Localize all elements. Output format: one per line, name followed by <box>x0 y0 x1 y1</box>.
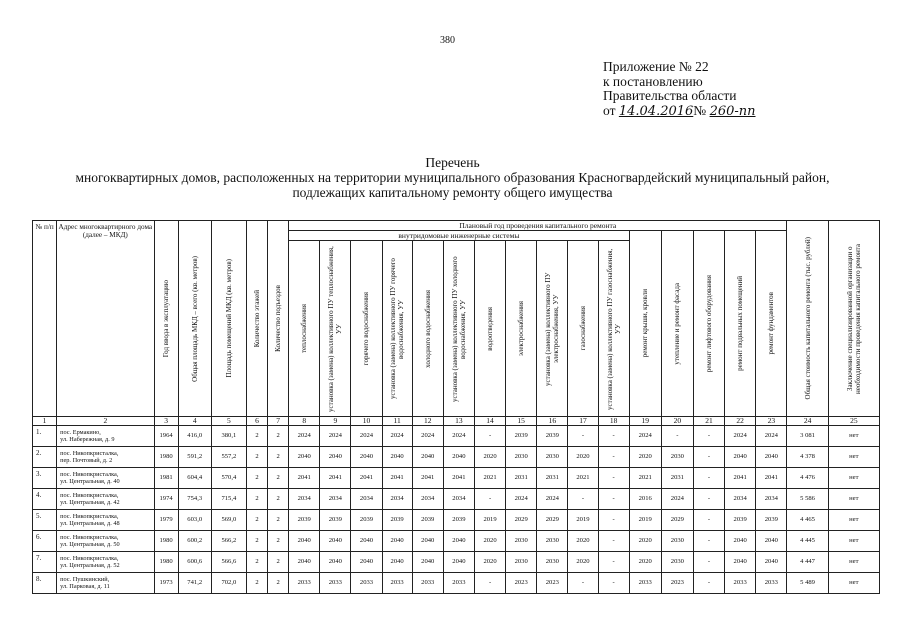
plan-year-cell: - <box>598 552 629 573</box>
address-line-1: пос. Никопкристалка, <box>60 471 119 478</box>
floors: 2 <box>246 573 267 594</box>
appendix-date-prefix: от <box>603 102 616 118</box>
plan-year-cell: 2040 <box>382 552 412 573</box>
entrances: 2 <box>268 552 289 573</box>
plan-year-cell: 2024 <box>320 426 351 447</box>
premises-area: 715,4 <box>211 489 246 510</box>
plan-year-cell: 2033 <box>756 573 787 594</box>
plan-year-cell: 2034 <box>351 489 382 510</box>
header-year-built: Год ввода в эксплуатацию <box>154 221 178 417</box>
header-roof: ремонт крыши, кровли <box>629 231 661 417</box>
entrances: 2 <box>268 447 289 468</box>
header-foundation: ремонт фундаментов <box>756 231 787 417</box>
plan-year-cell: 2041 <box>725 468 756 489</box>
col-num: 10 <box>351 417 382 426</box>
plan-year-cell: 2033 <box>443 573 474 594</box>
plan-year-cell: 2040 <box>725 447 756 468</box>
total-cost: 4 476 <box>787 468 828 489</box>
address-line-2: ул. Центральная, д. 48 <box>60 520 120 527</box>
entrances: 2 <box>268 426 289 447</box>
plan-year-cell: 2040 <box>382 447 412 468</box>
conclusion: нет <box>828 447 879 468</box>
col-num: 24 <box>787 417 828 426</box>
plan-year-cell: - <box>598 531 629 552</box>
col-num: 22 <box>725 417 756 426</box>
plan-year-cell: - <box>568 573 598 594</box>
plan-year-cell: 2034 <box>756 489 787 510</box>
entrances: 2 <box>268 489 289 510</box>
year-built: 1980 <box>154 531 178 552</box>
plan-year-cell: - <box>598 468 629 489</box>
plan-year-cell: 2041 <box>289 468 320 489</box>
header-eng-cold-water: холодного водоснабжения <box>412 241 443 417</box>
plan-year-cell: 2039 <box>756 510 787 531</box>
plan-year-cell: 2039 <box>289 510 320 531</box>
conclusion: нет <box>828 468 879 489</box>
row-address <box>57 573 154 594</box>
plan-year-cell: 2040 <box>351 531 382 552</box>
header-total-cost: Общая стоимость капитального ремонта (тыс. рублей) <box>787 221 828 417</box>
plan-year-cell: 2040 <box>351 552 382 573</box>
title-line-2: многоквартирных домов, расположенных на территории муниципального образования Красногвардейский муниципальный район, <box>75 170 830 185</box>
plan-year-cell: 2030 <box>506 552 537 573</box>
address-line-1: пос. Никопкристалка, <box>60 555 119 562</box>
col-num: 19 <box>629 417 661 426</box>
plan-year-cell: 2039 <box>382 510 412 531</box>
plan-year-cell: 2040 <box>382 531 412 552</box>
plan-year-cell: 2040 <box>412 531 443 552</box>
plan-year-cell: - <box>598 489 629 510</box>
column-number-row <box>33 417 880 426</box>
plan-year-cell: 2030 <box>506 447 537 468</box>
plan-year-cell: 2041 <box>756 468 787 489</box>
col-num: 23 <box>756 417 787 426</box>
header-num: № п/п <box>33 221 57 417</box>
plan-year-cell: - <box>598 510 629 531</box>
conclusion: нет <box>828 573 879 594</box>
entrances: 2 <box>268 510 289 531</box>
plan-year-cell: 2041 <box>320 468 351 489</box>
header-facade: утепление и ремонт фасада <box>661 231 693 417</box>
plan-year-cell: 2020 <box>474 552 505 573</box>
plan-year-cell: - <box>693 468 724 489</box>
row-number: 6. <box>33 531 57 552</box>
document-title <box>0 155 905 200</box>
plan-year-cell: 2034 <box>382 489 412 510</box>
header-engineering: внутридомовые инженерные системы <box>289 231 630 241</box>
address-line-2: ул. Центральная, д. 50 <box>60 541 120 548</box>
total-cost: 5 586 <box>787 489 828 510</box>
plan-year-cell: 2024 <box>351 426 382 447</box>
plan-year-cell: 2040 <box>320 552 351 573</box>
table-row <box>33 531 880 552</box>
plan-year-cell: 2039 <box>443 510 474 531</box>
col-num: 4 <box>178 417 211 426</box>
plan-year-cell: - <box>693 447 724 468</box>
header-eng-electricity: электроснабжения <box>506 241 537 417</box>
header-elevator: ремонт лифтового оборудования <box>693 231 724 417</box>
total-cost: 4 445 <box>787 531 828 552</box>
row-address <box>57 552 154 573</box>
entrances: 2 <box>268 573 289 594</box>
plan-year-cell: 2021 <box>568 468 598 489</box>
total-area: 754,3 <box>178 489 211 510</box>
plan-year-cell: 2034 <box>320 489 351 510</box>
plan-year-cell: 2030 <box>537 447 568 468</box>
col-num: 15 <box>506 417 537 426</box>
header-eng-electricity-meter: установка (замена) коллективного ПУ электроснабжения, УУ <box>537 241 568 417</box>
plan-year-cell: 2033 <box>725 573 756 594</box>
year-built: 1981 <box>154 468 178 489</box>
entrances: 2 <box>268 468 289 489</box>
table-row <box>33 426 880 447</box>
premises-area: 569,0 <box>211 510 246 531</box>
floors: 2 <box>246 447 267 468</box>
total-cost: 4 378 <box>787 447 828 468</box>
plan-year-cell: 2040 <box>289 531 320 552</box>
plan-year-cell: 2030 <box>661 447 693 468</box>
plan-year-cell: - <box>693 552 724 573</box>
plan-year-cell: 2029 <box>506 510 537 531</box>
header-premises-area: Площадь помещений МКД (кв. метров) <box>211 221 246 417</box>
col-num: 25 <box>828 417 879 426</box>
table-row <box>33 447 880 468</box>
conclusion: нет <box>828 426 879 447</box>
total-cost: 4 465 <box>787 510 828 531</box>
plan-year-cell: 2024 <box>725 426 756 447</box>
row-address <box>57 489 154 510</box>
plan-year-cell: 2020 <box>474 447 505 468</box>
buildings-table <box>32 220 880 594</box>
floors: 2 <box>246 552 267 573</box>
plan-year-cell: 2024 <box>443 426 474 447</box>
plan-year-cell: 2033 <box>382 573 412 594</box>
plan-year-cell: 2034 <box>725 489 756 510</box>
col-num: 20 <box>661 417 693 426</box>
plan-year-cell: 2039 <box>320 510 351 531</box>
appendix-block <box>603 60 756 119</box>
row-address <box>57 531 154 552</box>
premises-area: 566,2 <box>211 531 246 552</box>
premises-area: 566,6 <box>211 552 246 573</box>
address-line-1: пос. Ермакино, <box>60 429 101 436</box>
row-address <box>57 447 154 468</box>
appendix-line-3: Правительства области <box>603 88 737 103</box>
plan-year-cell: 2020 <box>629 552 661 573</box>
plan-year-cell: 2041 <box>443 468 474 489</box>
entrances: 2 <box>268 531 289 552</box>
plan-year-cell: 2040 <box>725 531 756 552</box>
conclusion: нет <box>828 552 879 573</box>
plan-year-cell: 2024 <box>382 426 412 447</box>
plan-year-cell: 2039 <box>412 510 443 531</box>
title-line-3: подлежащих капитальному ремонту общего имущества <box>292 185 613 200</box>
col-num: 21 <box>693 417 724 426</box>
plan-year-cell: 2040 <box>756 552 787 573</box>
header-eng-gas-meter: установка (замена) коллективного ПУ газоснабжения, УУ <box>598 241 629 417</box>
plan-year-cell: 2029 <box>661 510 693 531</box>
plan-year-cell: - <box>598 447 629 468</box>
table-row <box>33 489 880 510</box>
plan-year-cell: 2033 <box>412 573 443 594</box>
col-num: 1 <box>33 417 57 426</box>
plan-year-cell: 2030 <box>661 552 693 573</box>
address-line-1: пос. Никопкристалка, <box>60 513 119 520</box>
row-number: 4. <box>33 489 57 510</box>
plan-year-cell: 2041 <box>382 468 412 489</box>
plan-year-cell: 2024 <box>412 426 443 447</box>
col-num: 7 <box>268 417 289 426</box>
address-line-2: пер. Почтовый, д. 2 <box>60 457 113 464</box>
plan-year-cell: 2034 <box>412 489 443 510</box>
floors: 2 <box>246 426 267 447</box>
table-row <box>33 468 880 489</box>
table-row <box>33 510 880 531</box>
plan-year-cell: 2024 <box>756 426 787 447</box>
table-header <box>33 221 880 426</box>
address-line-1: пос. Никопкристалка, <box>60 450 119 457</box>
appendix-line-1: Приложение № 22 <box>603 59 709 74</box>
plan-year-cell: 2023 <box>537 573 568 594</box>
plan-year-cell: 2040 <box>412 447 443 468</box>
total-area: 603,0 <box>178 510 211 531</box>
row-number: 3. <box>33 468 57 489</box>
plan-year-cell: 2024 <box>289 426 320 447</box>
total-area: 591,2 <box>178 447 211 468</box>
plan-year-cell: 2040 <box>320 531 351 552</box>
plan-year-cell: 2039 <box>506 426 537 447</box>
plan-year-cell: - <box>661 426 693 447</box>
appendix-line-2: к постановлению <box>603 73 703 89</box>
col-num: 16 <box>537 417 568 426</box>
number-sign: № <box>693 102 707 118</box>
address-line-1: пос. Никопкристалка, <box>60 534 119 541</box>
title-line-1: Перечень <box>425 155 480 170</box>
header-eng-heating: теплоснабжения <box>289 241 320 417</box>
plan-year-cell: 2023 <box>506 573 537 594</box>
plan-year-cell: 2019 <box>568 510 598 531</box>
plan-year-cell: 2029 <box>537 510 568 531</box>
col-num: 5 <box>211 417 246 426</box>
floors: 2 <box>246 510 267 531</box>
appendix-line-4 <box>603 104 756 120</box>
plan-year-cell: 2033 <box>320 573 351 594</box>
total-area: 600,2 <box>178 531 211 552</box>
header-eng-hot-water: горячего водоснабжения <box>351 241 382 417</box>
conclusion: нет <box>828 489 879 510</box>
premises-area: 570,4 <box>211 468 246 489</box>
year-built: 1974 <box>154 489 178 510</box>
year-built: 1973 <box>154 573 178 594</box>
plan-year-cell: 2020 <box>568 552 598 573</box>
header-address: Адрес многоквартирного дома (далее – МКД) <box>57 221 154 417</box>
address-line-2: ул. Центральная, д. 40 <box>60 478 120 485</box>
plan-year-cell: 2020 <box>629 447 661 468</box>
conclusion: нет <box>828 510 879 531</box>
plan-year-cell: 2031 <box>537 468 568 489</box>
plan-year-cell: - <box>474 489 505 510</box>
header-entrances: Количество подъездов <box>268 221 289 417</box>
page-number: 380 <box>440 35 455 46</box>
row-address <box>57 468 154 489</box>
plan-year-cell: 2021 <box>474 468 505 489</box>
plan-year-cell: 2030 <box>506 531 537 552</box>
total-area: 600,6 <box>178 552 211 573</box>
col-num: 12 <box>412 417 443 426</box>
plan-year-cell: 2040 <box>351 447 382 468</box>
plan-year-cell: - <box>693 489 724 510</box>
plan-year-cell: 2041 <box>351 468 382 489</box>
plan-year-cell: 2040 <box>412 552 443 573</box>
col-num: 3 <box>154 417 178 426</box>
plan-year-cell: 2040 <box>289 552 320 573</box>
plan-year-cell: 2030 <box>661 531 693 552</box>
plan-year-cell: 2040 <box>443 447 474 468</box>
table-row <box>33 573 880 594</box>
plan-year-cell: 2020 <box>568 531 598 552</box>
row-number: 7. <box>33 552 57 573</box>
plan-year-cell: 2040 <box>443 552 474 573</box>
plan-year-cell: 2040 <box>756 447 787 468</box>
header-conclusion: Заключение специализированной организации о необходимости проведения капитального ремонта <box>828 221 879 417</box>
header-eng-cold-water-meter: установка (замена) коллективного ПУ холодного водоснабжения, УУ <box>443 241 474 417</box>
address-line-2: ул. Набережная, д. 9 <box>60 436 115 443</box>
plan-year-cell: 2034 <box>443 489 474 510</box>
address-line-1: пос. Пушкинский, <box>60 576 110 583</box>
plan-year-cell: - <box>474 426 505 447</box>
premises-area: 380,1 <box>211 426 246 447</box>
plan-year-cell: - <box>474 573 505 594</box>
total-cost: 3 081 <box>787 426 828 447</box>
col-num: 18 <box>598 417 629 426</box>
row-address <box>57 426 154 447</box>
plan-year-cell: 2040 <box>756 531 787 552</box>
plan-year-cell: 2039 <box>725 510 756 531</box>
plan-year-cell: 2020 <box>568 447 598 468</box>
col-num: 14 <box>474 417 505 426</box>
handwritten-number: 260-пп <box>709 103 756 119</box>
premises-area: 557,2 <box>211 447 246 468</box>
col-num: 11 <box>382 417 412 426</box>
col-num: 8 <box>289 417 320 426</box>
plan-year-cell: 2040 <box>725 552 756 573</box>
plan-year-cell: - <box>693 510 724 531</box>
plan-year-cell: 2019 <box>474 510 505 531</box>
row-number: 1. <box>33 426 57 447</box>
header-floors: Количество этажей <box>246 221 267 417</box>
plan-year-cell: 2019 <box>629 510 661 531</box>
plan-year-cell: 2031 <box>506 468 537 489</box>
plan-year-cell: 2040 <box>289 447 320 468</box>
total-area: 604,4 <box>178 468 211 489</box>
header-total-area: Общая площадь МКД – всего (кв. метров) <box>178 221 211 417</box>
plan-year-cell: - <box>598 426 629 447</box>
plan-year-cell: 2040 <box>320 447 351 468</box>
plan-year-cell: 2024 <box>537 489 568 510</box>
row-number: 5. <box>33 510 57 531</box>
plan-year-cell: 2041 <box>412 468 443 489</box>
plan-year-cell: 2021 <box>629 468 661 489</box>
col-num: 6 <box>246 417 267 426</box>
plan-year-cell: 2040 <box>443 531 474 552</box>
plan-year-cell: 2033 <box>289 573 320 594</box>
plan-year-cell: 2039 <box>351 510 382 531</box>
plan-year-cell: - <box>568 426 598 447</box>
header-eng-gas: газоснабжения <box>568 241 598 417</box>
header-eng-drainage: водоотведения <box>474 241 505 417</box>
plan-year-cell: - <box>568 489 598 510</box>
floors: 2 <box>246 531 267 552</box>
address-line-2: ул. Центральная, д. 52 <box>60 562 120 569</box>
year-built: 1979 <box>154 510 178 531</box>
row-address <box>57 510 154 531</box>
header-eng-heating-meter: установка (замена) коллективного ПУ теплоснабжения, УУ <box>320 241 351 417</box>
row-number: 8. <box>33 573 57 594</box>
col-num: 2 <box>57 417 154 426</box>
floors: 2 <box>246 468 267 489</box>
plan-year-cell: 2031 <box>661 468 693 489</box>
plan-year-cell: 2020 <box>474 531 505 552</box>
year-built: 1980 <box>154 447 178 468</box>
plan-year-cell: 2033 <box>351 573 382 594</box>
plan-year-cell: 2033 <box>629 573 661 594</box>
plan-year-cell: - <box>693 426 724 447</box>
total-cost: 4 447 <box>787 552 828 573</box>
year-built: 1980 <box>154 552 178 573</box>
plan-year-cell: 2024 <box>506 489 537 510</box>
premises-area: 702,0 <box>211 573 246 594</box>
plan-year-cell: 2039 <box>537 426 568 447</box>
plan-year-cell: - <box>693 573 724 594</box>
plan-year-cell: 2024 <box>629 426 661 447</box>
col-num: 17 <box>568 417 598 426</box>
address-line-2: ул. Центральная, д. 42 <box>60 499 120 506</box>
address-line-1: пос. Никопкристалка, <box>60 492 119 499</box>
plan-year-cell: 2016 <box>629 489 661 510</box>
address-line-2: ул. Парковая, д. 11 <box>60 583 110 590</box>
total-area: 416,0 <box>178 426 211 447</box>
col-num: 9 <box>320 417 351 426</box>
header-basement: ремонт подвальных помещений <box>725 231 756 417</box>
plan-year-cell: 2030 <box>537 531 568 552</box>
plan-year-cell: - <box>598 573 629 594</box>
plan-year-cell: 2024 <box>661 489 693 510</box>
plan-year-cell: 2020 <box>629 531 661 552</box>
col-num: 13 <box>443 417 474 426</box>
row-number: 2. <box>33 447 57 468</box>
table-body <box>33 426 880 594</box>
year-built: 1964 <box>154 426 178 447</box>
table-row <box>33 552 880 573</box>
plan-year-cell: 2030 <box>537 552 568 573</box>
handwritten-date: 14.04.2016 <box>618 103 694 119</box>
conclusion: нет <box>828 531 879 552</box>
total-area: 741,2 <box>178 573 211 594</box>
header-eng-hot-water-meter: установка (замена) коллективного ПУ горячего водоснабжения, УУ <box>382 241 412 417</box>
header-plan-year: Плановый год проведения капитального ремонта <box>289 221 787 231</box>
floors: 2 <box>246 489 267 510</box>
total-cost: 5 489 <box>787 573 828 594</box>
plan-year-cell: - <box>693 531 724 552</box>
plan-year-cell: 2023 <box>661 573 693 594</box>
plan-year-cell: 2034 <box>289 489 320 510</box>
